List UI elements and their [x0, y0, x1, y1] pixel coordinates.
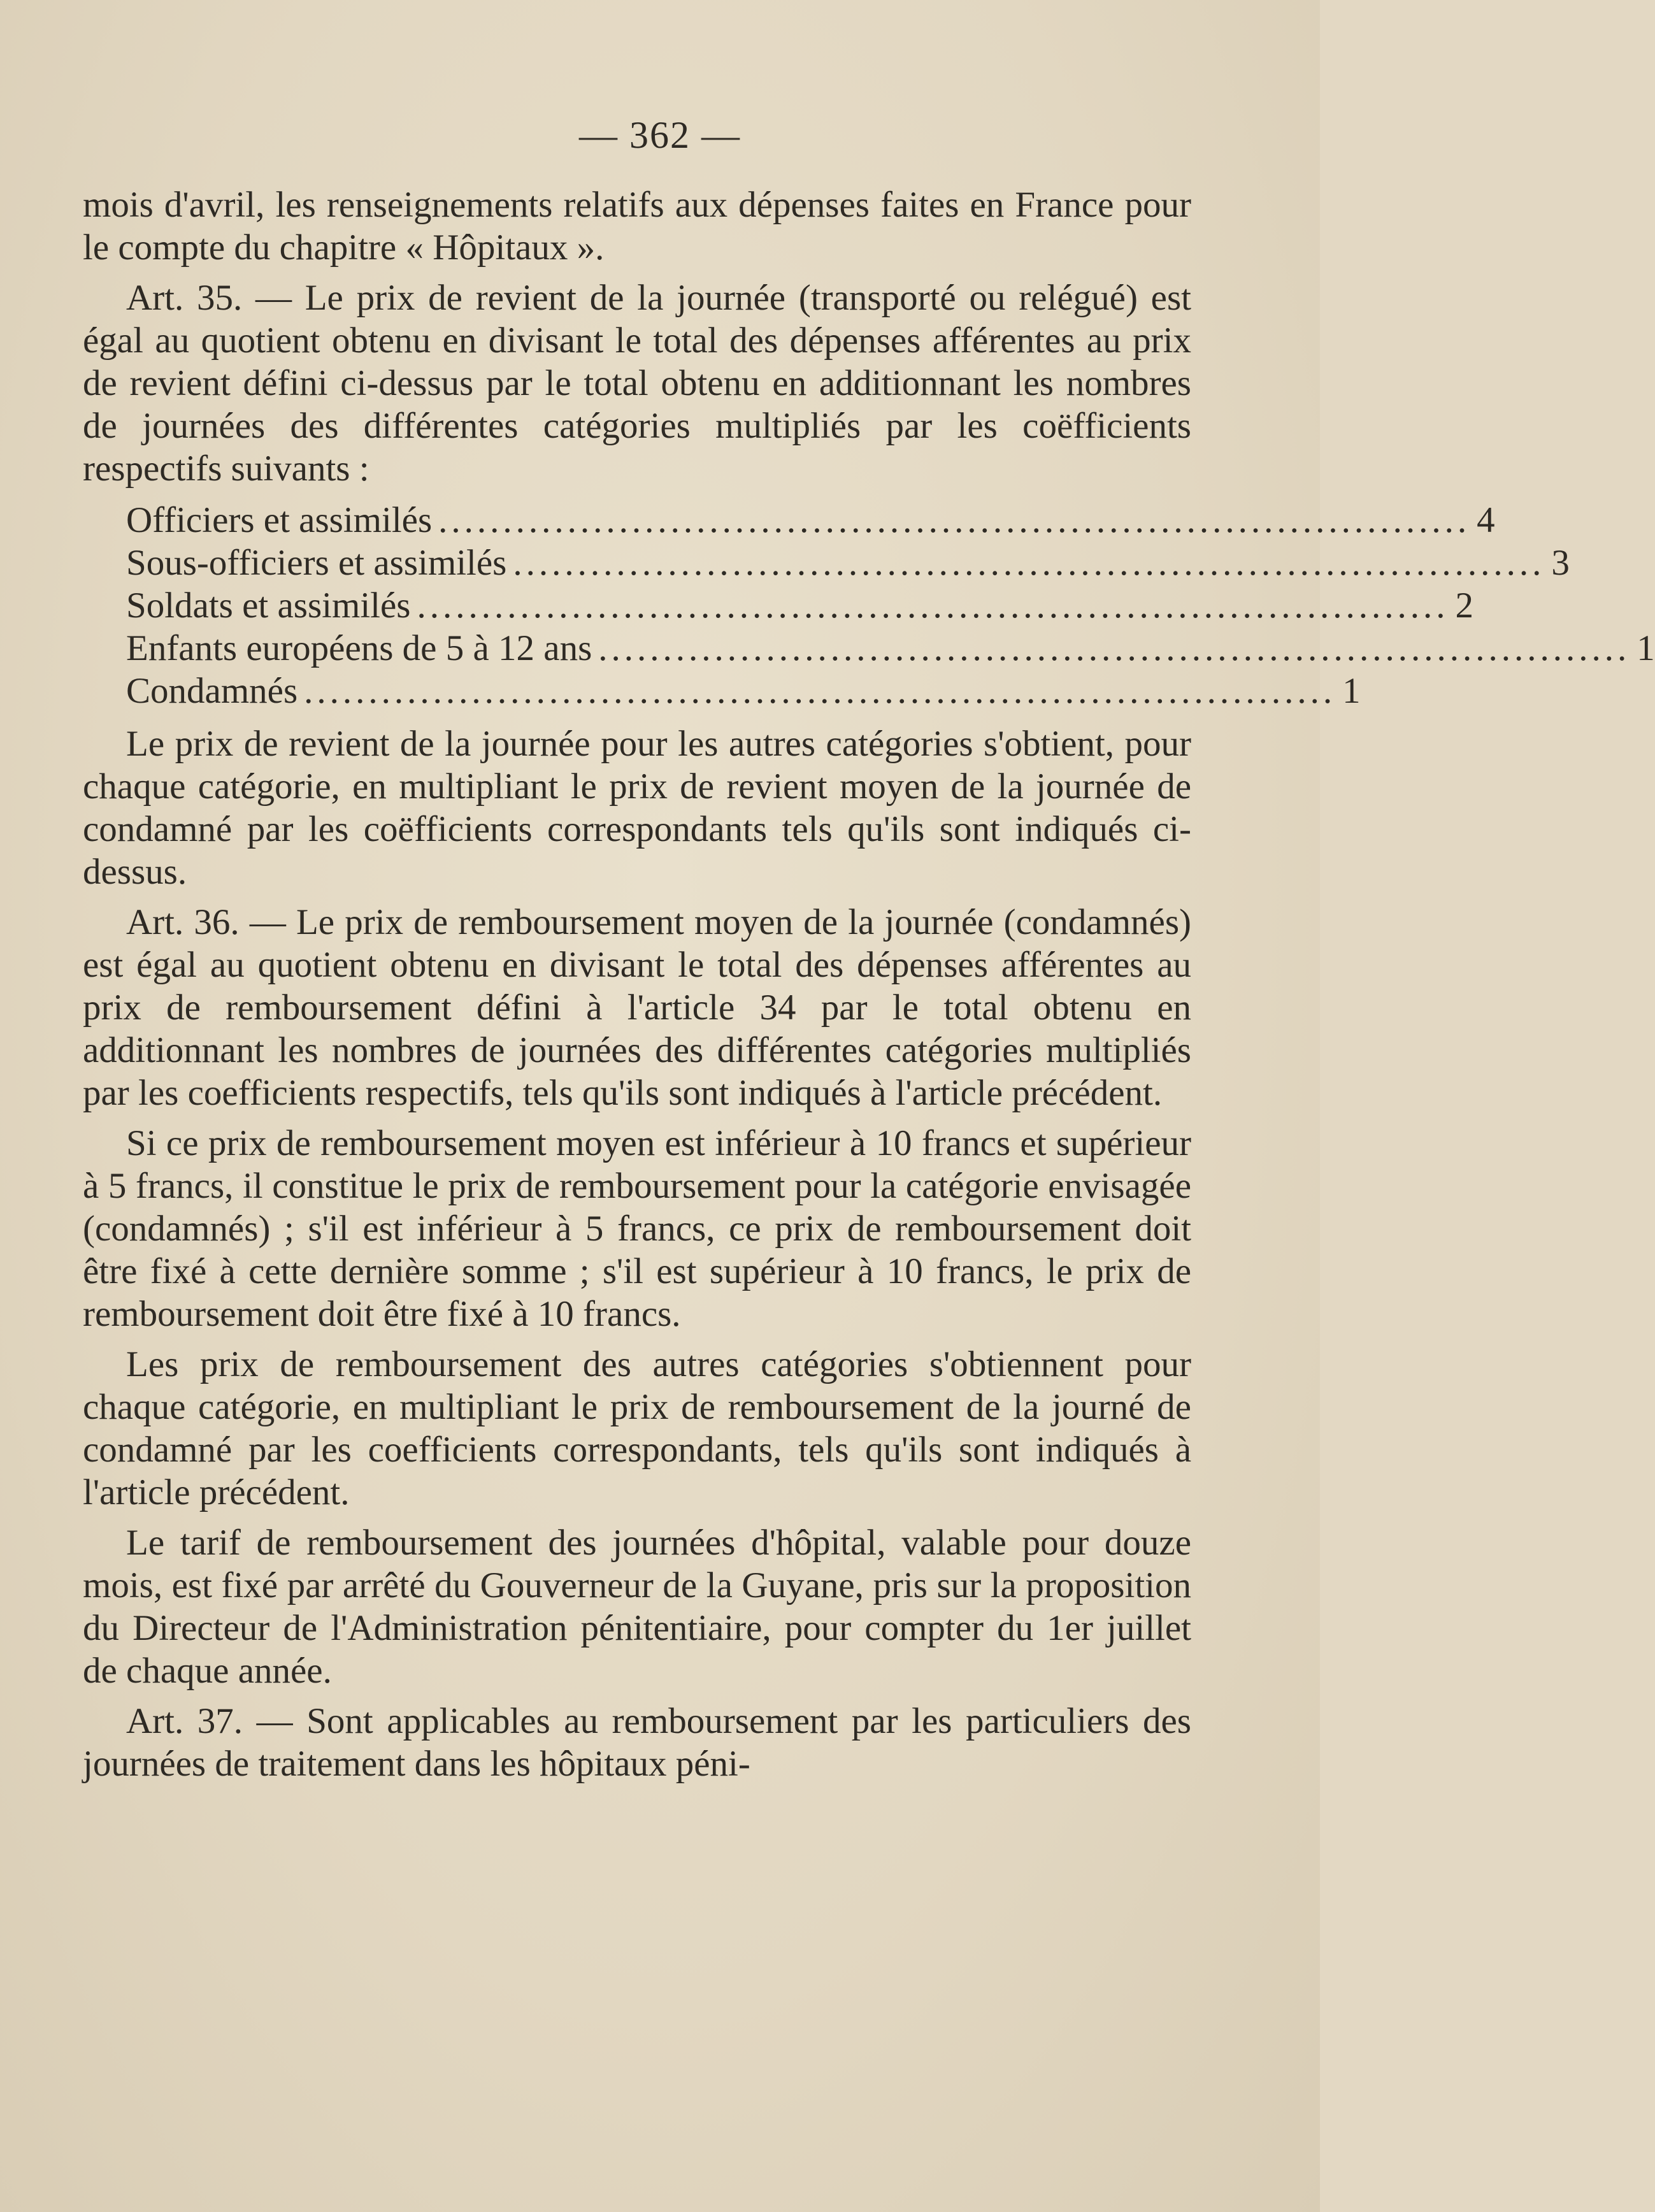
coefficient-row — [126, 542, 1570, 584]
paragraph-tariff: Le tarif de remboursement des journées d'hôpital, valable pour douze mois, est fixé par arrêté du Gouverneur de la Guyane, pris sur la proposition du Directeur de l'Administration pénitentiaire, pour compter du 1er juillet de chaque année. — [83, 1523, 1191, 1691]
coefficient-row — [126, 499, 1495, 542]
coefficient-value: 2 — [1455, 585, 1473, 626]
coefficient-value: 1 — [1342, 671, 1361, 711]
paragraph-article-36: Art. 36. — Le prix de remboursement moyen de la journée (condamnés) est égal au quotient obtenu en divisant le total des dépenses afférentes au prix de remboursement défini à l'article 34 par le total obtenu en additionnant les nombres de journées des différentes catégories multipliés par les coefficients respectifs, tels qu'ils sont indiqués à l'article précédent. — [83, 902, 1191, 1113]
coefficient-row — [126, 584, 1473, 627]
coefficient-label: Enfants européens de 5 à 12 ans — [126, 628, 592, 668]
coefficient-value: 4 — [1477, 500, 1495, 540]
coefficient-row — [126, 670, 1361, 712]
leader-dots: ................................................................................ — [513, 543, 1545, 583]
leader-dots: ................................................................................ — [598, 628, 1631, 668]
body-text — [83, 183, 1655, 1793]
leader-dots: ................................................................................ — [417, 585, 1449, 626]
paragraph-other-reimbursements: Les prix de remboursement des autres catégories s'obtiennent pour chaque catégorie, en multipliant le prix de remboursement de la journé de condamné par les coefficients correspondants, tels qu'ils sont indiqués à l'article précédent. — [83, 1344, 1191, 1512]
coefficient-label: Officiers et assimilés — [126, 500, 433, 540]
page-number: — 362 — — [579, 114, 741, 156]
coefficient-value: 3 — [1551, 543, 1570, 583]
coefficient-row — [126, 627, 1655, 670]
coefficient-list — [126, 499, 1655, 712]
leader-dots: ................................................................................ — [438, 500, 1471, 540]
coefficient-value: 1 — [1637, 628, 1655, 668]
coefficient-label: Sous-officiers et assimilés — [126, 543, 507, 583]
paragraph-article-37: Art. 37. — Sont applicables au remboursement par les particuliers des journées de traitement dans les hôpitaux péni- — [83, 1701, 1191, 1784]
paragraph-continuation: mois d'avril, les renseignements relatifs aux dépenses faites en France pour le compte du chapitre « Hôpitaux ». — [83, 185, 1191, 268]
paragraph-other-categories: Le prix de revient de la journée pour les autres catégories s'obtient, pour chaque catégorie, en multipliant le prix de revient moyen de la journée de condamné par les coëfficients correspondants tels qu'ils sont indiqués ci-dessus. — [83, 724, 1191, 892]
paragraph-article-35: Art. 35. — Le prix de revient de la journée (transporté ou relégué) est égal au quotient obtenu en divisant le total des dépenses afférentes au prix de revient défini ci-dessus par le total obtenu en additionnant les nombres de journées des différentes catégories multipliés par les coëfficients respectifs suivants : — [83, 278, 1191, 489]
coefficient-label: Soldats et assimilés — [126, 585, 411, 626]
paragraph-price-limits: Si ce prix de remboursement moyen est inférieur à 10 francs et supérieur à 5 francs, il constitue le prix de remboursement pour la catégorie envisagée (condamnés) ; s'il est inférieur à 5 francs, ce prix de remboursement doit être fixé à cette dernière somme ; s'il est supérieur à 10 francs, le prix de remboursement doit être fixé à 10 francs. — [83, 1123, 1191, 1334]
coefficient-label: Condamnés — [126, 671, 298, 711]
leader-dots: ................................................................................ — [304, 671, 1336, 711]
